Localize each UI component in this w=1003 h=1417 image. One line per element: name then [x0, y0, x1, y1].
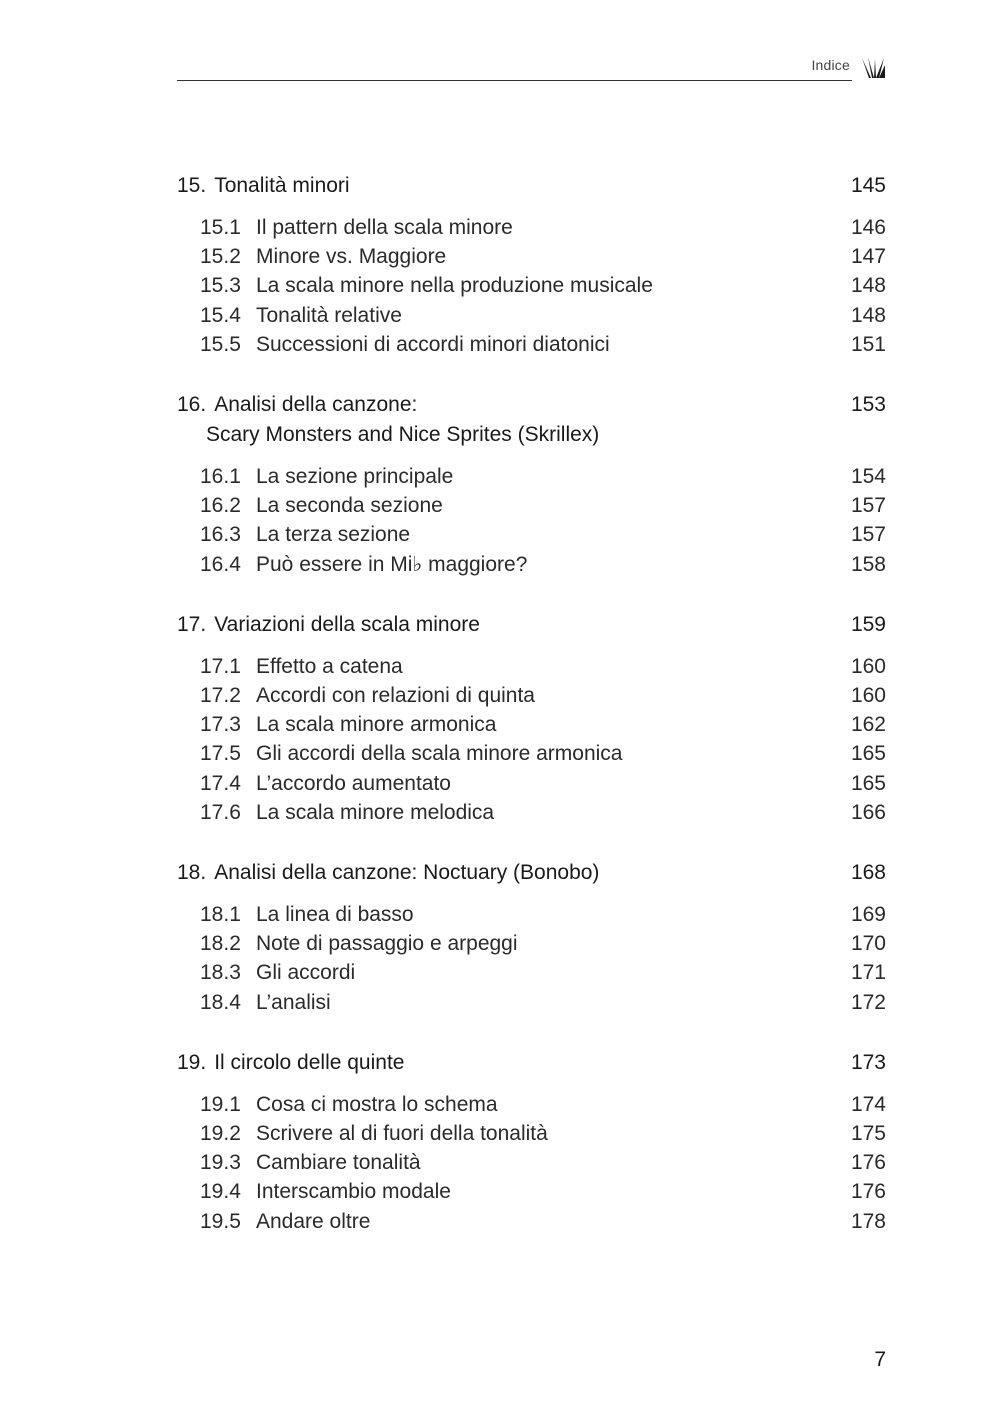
chapter-number: 18. — [177, 861, 207, 885]
section-entry[interactable] — [177, 271, 886, 300]
chapter-title-wrap — [177, 171, 826, 201]
chapter-title-wrap — [177, 858, 826, 888]
section-title: Interscambio modale — [256, 1180, 451, 1204]
chapter-page-number: 168 — [850, 861, 886, 885]
chapter-title: Analisi della canzone: Noctuary (Bonobo) — [214, 861, 600, 885]
section-list — [177, 213, 886, 359]
section-number: 17.2 — [200, 684, 241, 708]
section-entry[interactable] — [177, 1148, 886, 1177]
section-title: Cosa ci mostra lo schema — [256, 1092, 498, 1116]
chapter-page-number: 159 — [850, 612, 886, 636]
section-list — [177, 652, 886, 827]
section-title: Minore vs. Maggiore — [256, 245, 447, 269]
section-entry[interactable] — [177, 900, 886, 929]
section-number: 15.1 — [200, 216, 241, 239]
section-entry[interactable] — [177, 1177, 886, 1206]
section-title: Accordi con relazioni di quinta — [256, 684, 535, 708]
section-entry[interactable] — [177, 710, 886, 739]
chapter-heading-row[interactable] — [177, 610, 886, 640]
section-list — [177, 462, 886, 579]
section-entry[interactable] — [177, 1119, 886, 1148]
running-header-label: Indice — [811, 57, 850, 73]
section-number: 19.1 — [200, 1092, 241, 1116]
section-title: L’accordo aumentato — [256, 771, 451, 795]
section-title: Tonalità relative — [256, 303, 402, 327]
chapter-heading-row[interactable] — [177, 1048, 886, 1078]
section-page-number: 160 — [850, 654, 886, 678]
chapter-page-number: 173 — [850, 1050, 886, 1074]
page-number: 7 — [874, 1348, 886, 1371]
section-page-number: 158 — [850, 552, 886, 576]
section-entry[interactable] — [177, 242, 886, 271]
section-entry[interactable] — [177, 1090, 886, 1119]
section-title: Cambiare tonalità — [256, 1151, 421, 1175]
table-of-contents — [177, 171, 886, 1267]
section-title: Scrivere al di fuori della tonalità — [256, 1122, 548, 1146]
chapter-number: 16. — [177, 393, 207, 417]
chapter-title: Tonalità minori — [214, 174, 350, 197]
section-number: 19.2 — [200, 1122, 241, 1146]
section-page-number: 172 — [850, 990, 886, 1014]
section-entry[interactable] — [177, 929, 886, 958]
section-page-number: 170 — [850, 932, 886, 956]
chapter-title: Analisi della canzone: — [214, 393, 418, 417]
section-page-number: 146 — [850, 216, 886, 239]
section-page-number: 151 — [850, 332, 886, 356]
section-page-number: 165 — [850, 742, 886, 766]
chapter-title-wrap — [177, 390, 826, 450]
section-page-number: 166 — [850, 800, 886, 824]
section-entry[interactable] — [177, 958, 886, 987]
section-page-number: 157 — [850, 523, 886, 547]
section-number: 19.3 — [200, 1151, 241, 1175]
section-entry[interactable] — [177, 213, 886, 242]
section-title: Gli accordi — [256, 961, 356, 985]
section-entry[interactable] — [177, 462, 886, 491]
section-number: 18.1 — [200, 903, 241, 927]
section-title: La linea di basso — [256, 903, 414, 927]
section-number: 16.3 — [200, 523, 241, 547]
section-title: Effetto a catena — [256, 654, 403, 678]
section-title: La scala minore nella produzione musicale — [256, 274, 653, 298]
section-page-number: 165 — [850, 771, 886, 795]
section-number: 17.6 — [200, 800, 241, 824]
section-number: 16.4 — [200, 552, 241, 576]
section-entry[interactable] — [177, 988, 886, 1017]
section-number: 16.1 — [200, 465, 241, 489]
leaf-fan-logo-icon — [860, 56, 886, 80]
section-number: 17.4 — [200, 771, 241, 795]
section-entry[interactable] — [177, 301, 886, 330]
section-page-number: 148 — [850, 274, 886, 298]
section-title: La seconda sezione — [256, 494, 443, 518]
header-rule — [177, 80, 852, 81]
chapter-entry — [177, 610, 886, 827]
chapter-heading-row[interactable] — [177, 858, 886, 888]
section-page-number: 162 — [850, 713, 886, 737]
section-entry[interactable] — [177, 491, 886, 520]
section-title: Il pattern della scala minore — [256, 216, 513, 239]
section-title: La scala minore armonica — [256, 713, 497, 737]
section-number: 16.2 — [200, 494, 241, 518]
section-number: 17.1 — [200, 654, 241, 678]
page-header — [177, 56, 886, 86]
chapter-title: Il circolo delle quinte — [214, 1050, 405, 1074]
section-page-number: 174 — [850, 1092, 886, 1116]
section-entry[interactable] — [177, 739, 886, 768]
chapter-page-number: 145 — [850, 174, 886, 197]
chapter-number: 15. — [177, 174, 207, 197]
chapter-title-continued: Scary Monsters and Nice Sprites (Skrillex) — [206, 423, 600, 447]
section-number: 19.5 — [200, 1209, 241, 1233]
section-entry[interactable] — [177, 1207, 886, 1236]
section-page-number: 171 — [850, 961, 886, 985]
chapter-entry — [177, 1048, 886, 1236]
section-title: La terza sezione — [256, 523, 411, 547]
section-title: Può essere in Mi♭ maggiore? — [256, 552, 528, 576]
chapter-entry — [177, 171, 886, 359]
section-list — [177, 900, 886, 1017]
section-number: 17.5 — [200, 742, 241, 766]
section-page-number: 176 — [850, 1180, 886, 1204]
chapter-page-number: 153 — [850, 393, 886, 417]
chapter-heading-row[interactable] — [177, 171, 886, 201]
section-title: La scala minore melodica — [256, 800, 495, 824]
chapter-entry — [177, 858, 886, 1017]
section-number: 18.4 — [200, 990, 241, 1014]
section-entry[interactable] — [177, 652, 886, 681]
section-list — [177, 1090, 886, 1236]
chapter-heading-row[interactable] — [177, 390, 886, 450]
section-entry[interactable] — [177, 681, 886, 710]
section-number: 18.2 — [200, 932, 241, 956]
section-page-number: 157 — [850, 494, 886, 518]
section-page-number: 147 — [850, 245, 886, 269]
chapter-title: Variazioni della scala minore — [214, 612, 480, 636]
section-page-number: 169 — [850, 903, 886, 927]
section-number: 15.3 — [200, 274, 241, 298]
section-page-number: 148 — [850, 303, 886, 327]
section-number: 17.3 — [200, 713, 241, 737]
chapter-entry — [177, 390, 886, 579]
chapter-title-wrap — [177, 1048, 826, 1078]
section-entry[interactable] — [177, 769, 886, 798]
section-number: 19.4 — [200, 1180, 241, 1204]
section-entry[interactable] — [177, 520, 886, 549]
section-entry[interactable] — [177, 550, 886, 579]
section-title: La sezione principale — [256, 465, 454, 489]
chapter-number: 19. — [177, 1050, 207, 1074]
section-number: 15.4 — [200, 303, 241, 327]
section-number: 18.3 — [200, 961, 241, 985]
section-title: Successioni di accordi minori diatonici — [256, 332, 610, 356]
section-title: Note di passaggio e arpeggi — [256, 932, 518, 956]
section-title: Andare oltre — [256, 1209, 371, 1233]
section-page-number: 160 — [850, 684, 886, 708]
chapter-number: 17. — [177, 612, 207, 636]
section-entry[interactable] — [177, 330, 886, 359]
section-page-number: 154 — [850, 465, 886, 489]
section-page-number: 176 — [850, 1151, 886, 1175]
section-number: 15.2 — [200, 245, 241, 269]
chapter-title-wrap — [177, 610, 826, 640]
section-entry[interactable] — [177, 798, 886, 827]
section-number: 15.5 — [200, 332, 241, 356]
section-page-number: 178 — [850, 1209, 886, 1233]
section-title: L’analisi — [256, 990, 331, 1014]
section-title: Gli accordi della scala minore armonica — [256, 742, 623, 766]
section-page-number: 175 — [850, 1122, 886, 1146]
